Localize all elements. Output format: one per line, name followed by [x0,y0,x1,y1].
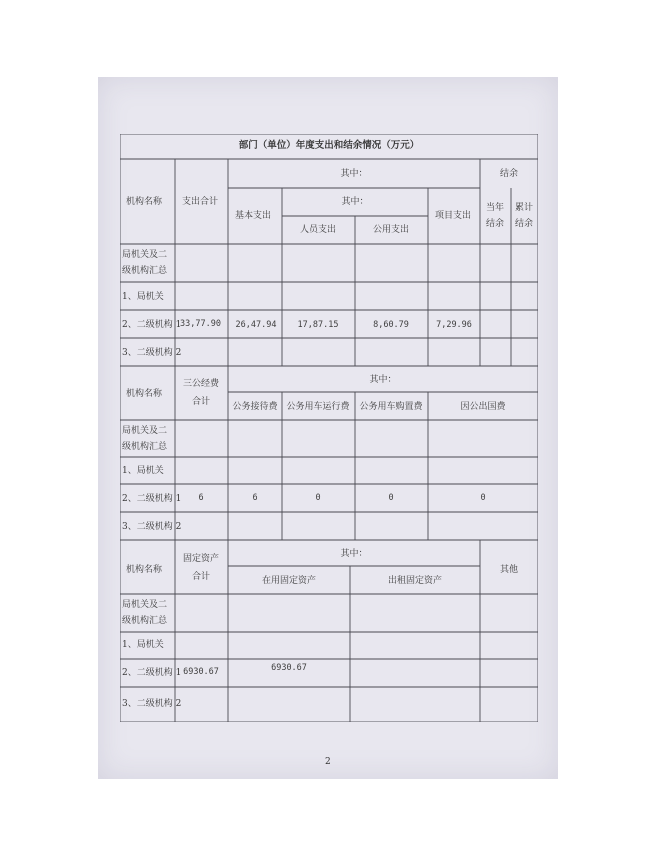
t3-row-bureau: 1、局机关 [122,640,164,650]
t1-row-summary-line2: 级机构汇总 [122,266,168,276]
t1-value-public: 8,60.79 [373,320,409,330]
t3-value-in-use: 6930.67 [271,663,307,673]
t2-header-total-a: 三公经费 [182,379,220,389]
t1-header-org: 机构名称 [126,197,163,207]
t1-value-basic: 26,47.94 [235,320,277,330]
t3-value-total: 6930.67 [183,667,219,677]
t3-header-among: 其中： [340,549,368,559]
t1-header-surplus: 结余 [499,169,519,179]
t3-header-total-b: 合计 [191,572,211,582]
t2-row-summary-line1: 局机关及二 [122,426,168,436]
t2-header-total-b: 合计 [191,397,211,407]
t1-header-total: 支出合计 [182,197,219,207]
t3-row-unit1: 2、二级机构 1 [122,668,182,678]
t1-row-bureau: 1、局机关 [122,292,164,302]
t1-value-personnel: 17,87.15 [297,320,339,330]
table-grid-lines [120,134,538,722]
report-table [120,134,538,722]
t1-header-public: 公用支出 [372,225,410,235]
t1-header-basic: 基本支出 [235,211,272,221]
t2-value-vehicle-run: 0 [315,493,321,503]
t2-value-vehicle-buy: 0 [388,493,394,503]
t1-value-project: 7,29.96 [436,320,472,330]
t2-header-among: 其中： [369,375,397,385]
report-title: 部门（单位）年度支出和结余情况（万元） [238,140,420,151]
t3-row-summary-line1: 局机关及二 [122,600,168,610]
t1-row-unit2: 3、二级机构 2 [122,348,182,358]
t2-row-summary-line2: 级机构汇总 [122,442,168,452]
t1-row-unit1: 2、二级机构 1 [122,320,182,330]
t2-value-total: 6 [198,493,204,503]
t3-header-total-a: 固定资产 [182,554,220,564]
t2-row-bureau: 1、局机关 [122,466,164,476]
t3-header-in-use: 在用固定资产 [261,576,317,586]
t2-header-org: 机构名称 [126,389,163,399]
t2-header-abroad: 因公出国费 [460,402,506,412]
t1-header-among: 其中： [340,169,368,179]
t1-header-year-surplus-a: 当年 [486,203,505,213]
t2-value-abroad: 0 [480,493,486,503]
t2-row-unit2: 3、二级机构 2 [122,522,182,532]
t1-header-cum-surplus-a: 累计 [515,203,534,213]
t1-header-project: 项目支出 [435,211,472,221]
t1-header-among-2: 其中： [341,197,369,207]
t1-header-year-surplus-b: 结余 [486,219,505,229]
t3-row-summary-line2: 级机构汇总 [122,616,168,626]
t2-row-unit1: 2、二级机构 1 [122,494,182,504]
t2-header-vehicle-buy: 公务用车购置费 [359,402,423,412]
t1-row-summary-line1: 局机关及二 [122,250,168,260]
t2-value-reception: 6 [252,493,258,503]
t3-header-other: 其他 [499,565,519,575]
page-number: 2 [325,757,331,767]
t3-header-org: 机构名称 [126,565,163,575]
t1-header-cum-surplus-b: 结余 [515,219,534,229]
t2-header-vehicle-run: 公务用车运行费 [286,402,350,412]
t1-header-personnel: 人员支出 [299,225,337,235]
t1-value-total: 33,77.90 [180,319,221,329]
t3-row-unit2: 3、二级机构 2 [122,699,182,709]
t2-header-reception: 公务接待费 [232,402,278,412]
t3-header-leased: 出租固定资产 [387,576,443,586]
